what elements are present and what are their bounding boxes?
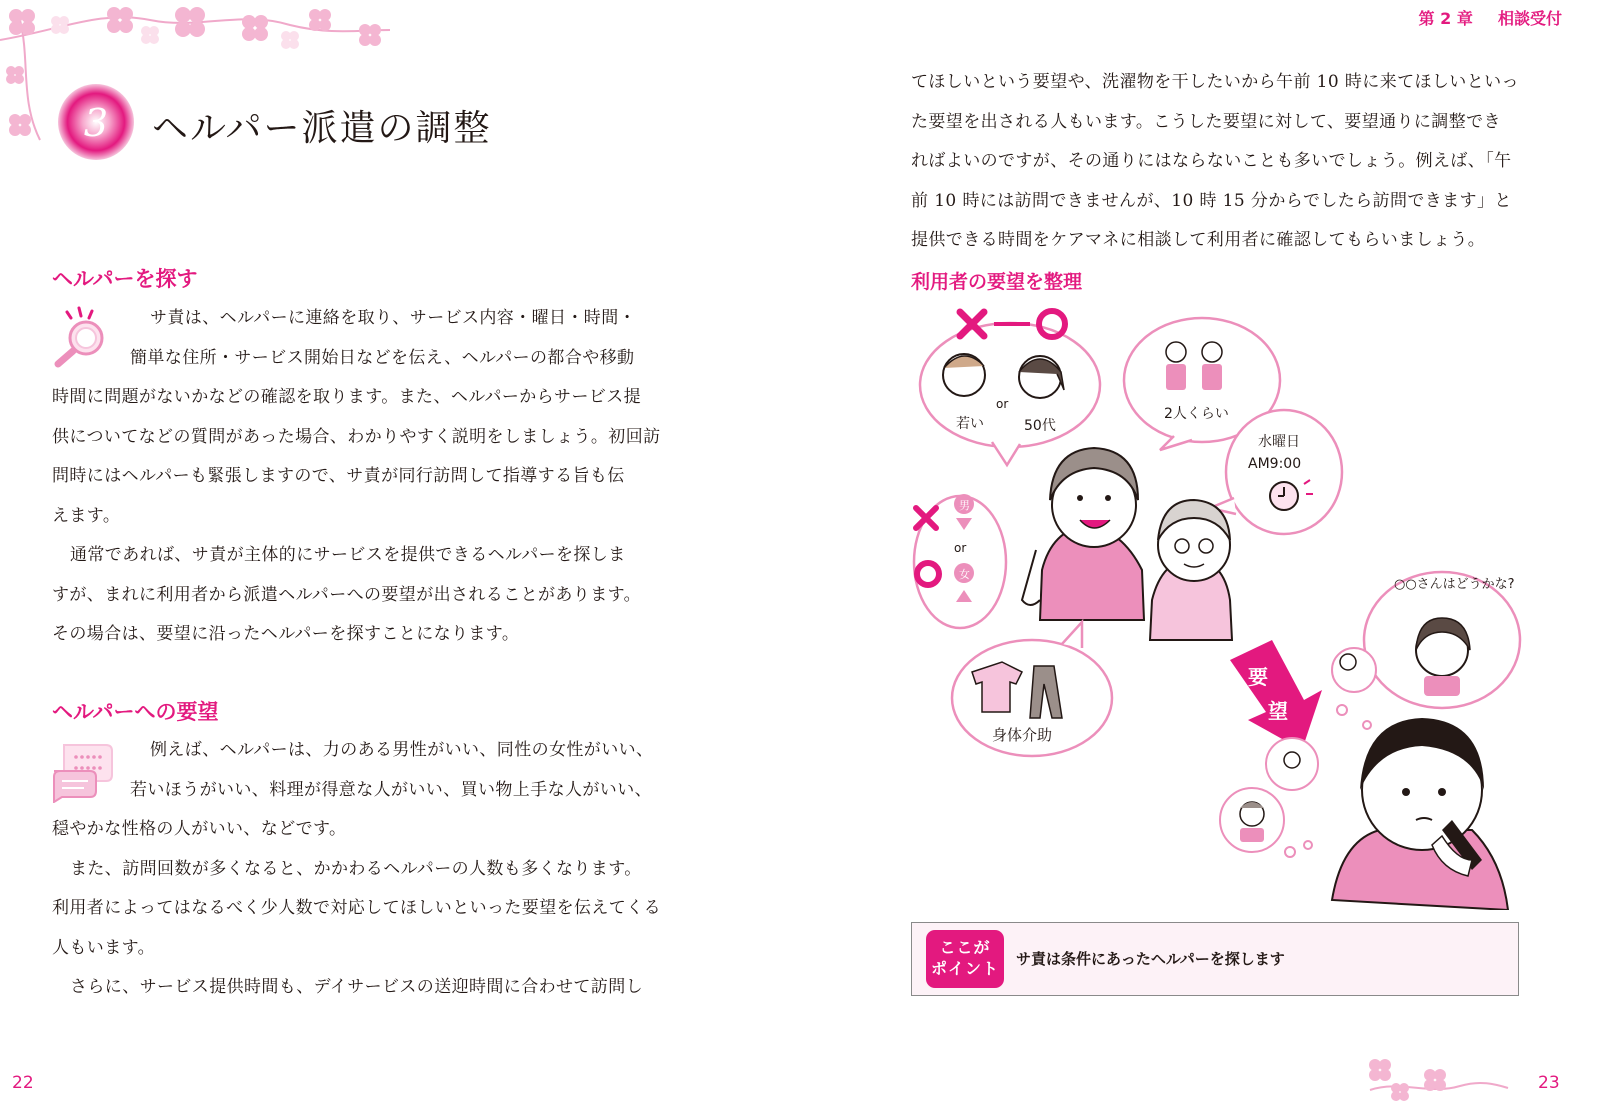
text-line: 時間に問題がないかなどの確認を取ります。また、ヘルパーからサービス提	[52, 387, 642, 407]
chapter-title: 相談受付	[1497, 9, 1562, 28]
heading-organize-requests: 利用者の要望を整理	[911, 271, 1083, 293]
text-line: 簡単な住所・サービス開始日などを伝え、ヘルパーの都合や移動	[130, 347, 635, 368]
bubble-gender	[912, 494, 1006, 628]
bubble-care-text: 身体介助	[992, 726, 1053, 744]
floral-decoration-bottom-right	[1360, 1050, 1510, 1110]
text-line: 人もいます。	[52, 937, 156, 958]
text-line: えます。	[52, 505, 121, 526]
text-line: 問時にはヘルパーも緊張しますので、サ責が同行訪問して指導する旨も伝	[52, 466, 625, 486]
bubble-thought	[1332, 572, 1520, 729]
bubble-age	[920, 311, 1100, 465]
paragraph-continued	[911, 63, 1519, 261]
section-number-badge	[56, 82, 136, 162]
bubble-age-or: or	[996, 397, 1009, 411]
chapter-number: 第 2 章	[1418, 9, 1473, 28]
heading-find-helper: ヘルパーを探す	[52, 267, 198, 291]
key-point-text: サ責は条件にあったヘルパーを探します	[1016, 950, 1285, 968]
text-line: 前 10 時には訪問できませんが、10 時 15 分からでしたら訪問できます」と	[911, 190, 1512, 211]
elderly-couple-illustration	[1022, 448, 1232, 640]
text-line: 若いほうがいい、料理が得意な人がいい、買い物上手な人がいい、	[130, 779, 652, 800]
helper-on-phone	[1220, 718, 1508, 910]
arrow-label-2: 望	[1268, 699, 1288, 723]
bubble-gender-male: 男	[959, 499, 970, 512]
text-line: ればよいのですが、その通りにはならないことも多いでしょう。例えば、「午	[911, 151, 1512, 171]
text-line: 利用者によってはなるべく少人数で対応してほしいといった要望を伝えてくる	[52, 898, 661, 918]
text-line: た要望を出される人もいます。こうした要望に対して、要望通りに調整でき	[911, 111, 1501, 132]
paragraph-find-helper	[52, 299, 661, 655]
text-line: 提供できる時間をケアマネに相談して利用者に確認してもらいましょう。	[911, 230, 1486, 250]
text-line: 通常であれば、サ責が主体的にサービスを提供できるヘルパーを探しま	[70, 545, 626, 565]
thought-text: ○○さんはどうかな?	[1394, 577, 1515, 592]
text-line: てほしいという要望や、洗濯物を干したいから午前 10 時に来てほしいといっ	[911, 72, 1519, 92]
text-line: すが、まれに利用者から派遣ヘルパーへの要望が出されることがあります。	[52, 584, 642, 605]
section-number: 3	[83, 101, 109, 145]
key-point-badge-line2: ポイント	[930, 959, 999, 978]
key-point-badge	[926, 930, 1004, 988]
text-line: 穏やかな性格の人がいい、などです。	[52, 819, 347, 839]
text-line: 供についてなどの質問があった場合、わかりやすく説明をしましょう。初回訪	[52, 426, 661, 447]
paragraph-helper-requests	[52, 731, 661, 1008]
requests-illustration	[912, 300, 1528, 910]
section-title: ヘルパー派遣の調整	[152, 108, 492, 149]
key-point-badge-line1: ここが	[939, 938, 991, 957]
key-point-box	[911, 922, 1519, 996]
text-line: サ責は、ヘルパーに連絡を取り、サービス内容・曜日・時間・	[150, 308, 637, 328]
heading-helper-requests: ヘルパーへの要望	[52, 700, 219, 724]
bubble-age-young: 若い	[956, 416, 984, 432]
text-line: また、訪問回数が多くなると、かかわるヘルパーの人数も多くなります。	[70, 858, 642, 879]
request-arrow	[1230, 640, 1322, 750]
page-number-left: 22	[12, 1073, 34, 1093]
bubble-gender-or: or	[954, 541, 967, 555]
running-header	[1419, 6, 1562, 29]
bubble-time-day: 水曜日	[1258, 434, 1300, 450]
text-line: 例えば、ヘルパーは、力のある男性がいい、同性の女性がいい、	[150, 740, 654, 760]
arrow-label-1: 要	[1248, 665, 1268, 689]
text-line: さらに、サービス提供時間も、デイサービスの送迎時間に合わせて訪問し	[70, 977, 644, 997]
text-line: その場合は、要望に沿ったヘルパーを探すことになります。	[52, 624, 520, 644]
page-number-right: 23	[1538, 1073, 1560, 1093]
bubble-care	[952, 622, 1112, 756]
bubble-age-50s: 50代	[1024, 418, 1056, 434]
bubble-count-text: 2人くらい	[1164, 406, 1229, 422]
bubble-gender-female: 女	[959, 568, 970, 581]
bubble-time-hour: AM9:00	[1248, 456, 1302, 472]
